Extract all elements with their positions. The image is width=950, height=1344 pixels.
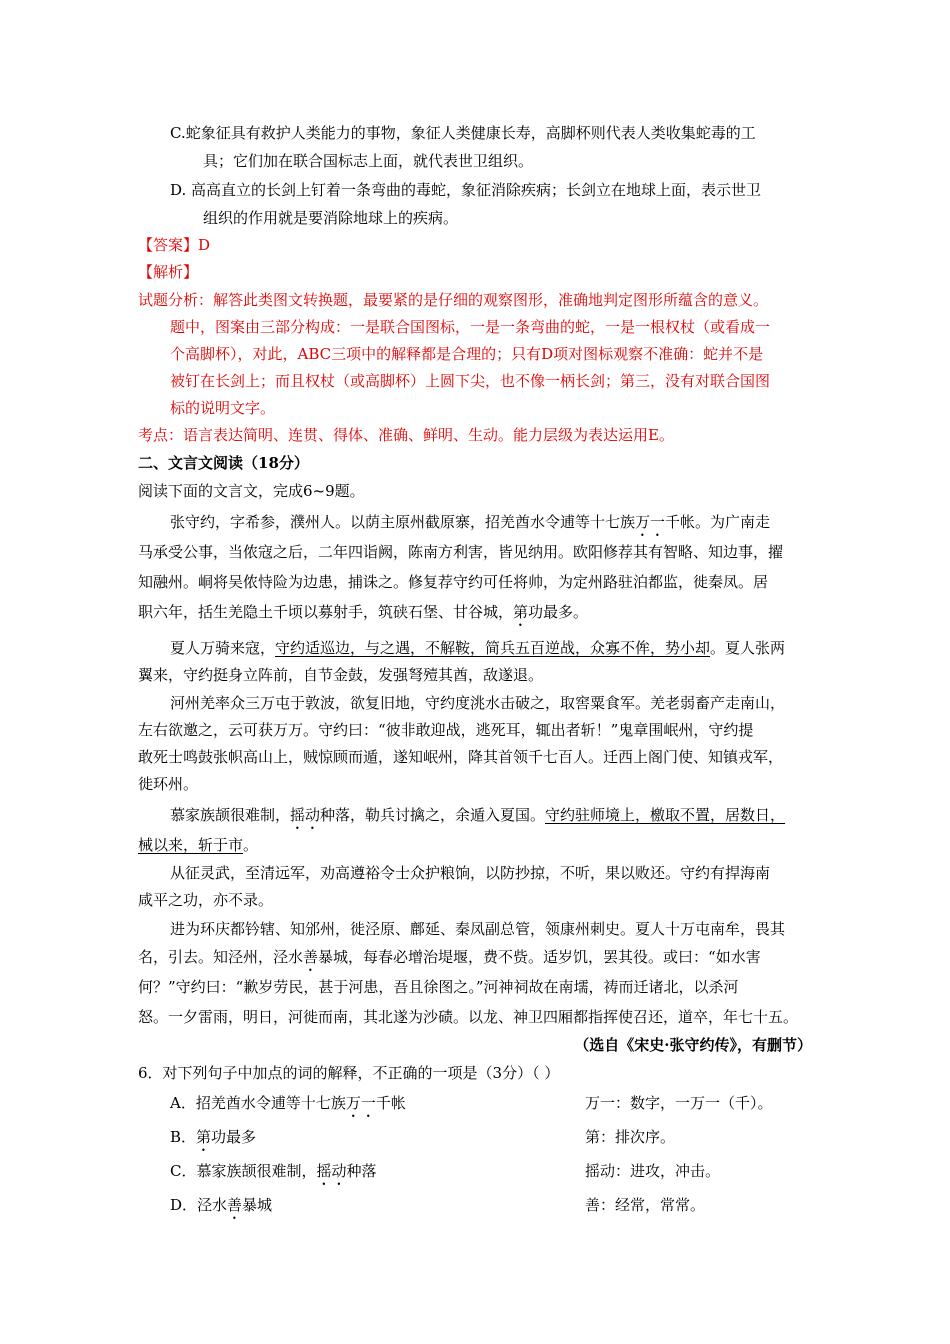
- answer: [138, 234, 210, 256]
- question-option: [170, 1126, 256, 1155]
- text: 暴城: [242, 1196, 273, 1214]
- option-c-line1: C.蛇象征具有救护人类能力的事物，象征人类健康长寿，高脚杯则代表人类收集蛇毒的工: [170, 124, 756, 142]
- passage-line: [170, 804, 785, 833]
- analysis-line: 标的说明文字。: [170, 399, 276, 417]
- kaodian: 考点：语言表达简明、连贯、得体、准确、鲜明、生动。能力层级为表达运用E。: [138, 426, 674, 444]
- answer-label: 【答案】: [138, 236, 199, 254]
- section-intro: 阅读下面的文言文，完成6~9题。: [138, 482, 365, 500]
- passage-line: 怒。一夕雷雨，明日，河徙而南，其北遂为沙碛。以龙、神卫四厢都指挥使召还，道卒，年七十五。: [138, 1008, 799, 1026]
- dotted-word: 第: [196, 1128, 212, 1146]
- passage-line: 左右欲邀之，云可获万万。守约曰：“彼非敢迎战，逃死耳，辄出者斩！”鬼章围岷州，守约提: [138, 721, 754, 739]
- analysis-label: 【解析】: [138, 263, 199, 281]
- passage-line: 徙环州。: [138, 775, 199, 793]
- text: 慕家族颉很难制，: [170, 806, 291, 824]
- option-explanation: 万一：数字，一万一（千）。: [585, 1094, 773, 1112]
- passage-line: 知融州。峒将吴侬恃险为边患，捕诛之。修复荐守约可任将帅，为定州路驻泊都监，徙秦凤。居: [138, 573, 769, 591]
- analysis-line: 试题分析：解答此类图文转换题，最要紧的是仔细的观察图形，准确地判定图形所蕴含的意义。: [138, 291, 769, 309]
- text: C．慕家族颉很难制，: [170, 1162, 317, 1180]
- text: 。: [243, 836, 259, 854]
- text: 张守约，字希参，濮州人。以荫主原州截原寨，招羌酋水令逋等十七族: [170, 513, 636, 531]
- section-title: 二、文言文阅读（18分）: [138, 454, 309, 472]
- text: 功最多。: [528, 603, 589, 621]
- text: 职六年，括生羌隐土千顷以募射手，筑硖石堡、甘谷城，: [138, 603, 514, 621]
- dotted-word: 摇动: [316, 1162, 347, 1180]
- option-c-line2: 具；它们加在联合国标志上面，就代表世卫组织。: [203, 152, 534, 170]
- text: 千帐。为广南走: [665, 513, 771, 531]
- text: 名，引去。知泾州，泾水: [138, 948, 304, 966]
- dotted-word: 善: [227, 1196, 243, 1214]
- passage-line: 河州羌率众三万屯于敦波，欲复旧地，守约度洮水击破之，取窖粟食军。羌老弱畜产走南山，: [170, 694, 786, 712]
- passage-line: 从征灵武，至清远军，劝高遵裕令士众护粮饷，以防抄掠，不听，果以败还。守约有捍海南: [170, 864, 771, 882]
- analysis-line: 被钉在长剑上；而且权杖（或高脚杯）上圆下尖，也不像一柄长剑；第三，没有对联合国图: [170, 372, 771, 390]
- dotted-word: 善: [303, 948, 319, 966]
- analysis-line: 题中，图案由三部分构成：一是联合国图标，一是一条弯曲的蛇，一是一根权杖（或看成一: [170, 318, 771, 336]
- text: A．招羌酋水令逋等十七族: [170, 1094, 346, 1112]
- text: 千帐: [375, 1094, 406, 1112]
- passage-line: [170, 637, 785, 659]
- underlined-sentence: 守约适巡边，与之遇，不解鞍，简兵五百逆战，众寡不侔，势小却: [275, 639, 711, 657]
- dotted-word: 万一: [345, 1094, 376, 1112]
- passage-line: 翼来，守约挺身立阵前，自节金鼓，发强弩殪其酋，敌遂退。: [138, 666, 544, 684]
- question-option: [170, 1092, 406, 1121]
- text: 暴城，每春必增治堤堰，费不赀。适岁饥，罢其役。或曰：“如水害: [318, 948, 761, 966]
- passage-line: [138, 834, 258, 856]
- text: D．泾水: [170, 1196, 228, 1214]
- text: 。夏人张两: [710, 639, 786, 657]
- dotted-word: 摇动: [290, 806, 321, 824]
- underlined-sentence: 守约驻师境上，檄取不置，居数日，: [545, 806, 786, 824]
- analysis-line: 个高脚杯），对此，ABC三项中的解释都是合理的；只有D项对图标观察不准确：蛇并不是: [170, 345, 764, 363]
- option-explanation: 摇动：进攻，冲击。: [585, 1162, 721, 1180]
- passage-line: 马承受公事，当侬寇之后，二年四诣阙，陈南方利害，皆见纳用。欧阳修荐其有智略、知边事，擢: [138, 543, 784, 561]
- option-d-line1: D. 高高直立的长剑上钉着一条弯曲的毒蛇，象征消除疾病；长剑立在地球上面，表示世卫: [170, 181, 762, 199]
- option-explanation: 第：排次序。: [585, 1128, 676, 1146]
- dotted-word: 第: [513, 603, 529, 621]
- passage-line: 咸平之功，亦不录。: [138, 891, 274, 909]
- text: 种落，勒兵讨擒之，余遁入夏国。: [320, 806, 546, 824]
- text: 夏人万骑来寇，: [170, 639, 276, 657]
- dotted-word: 万一: [635, 513, 666, 531]
- passage-line: [138, 946, 761, 975]
- text: 功最多: [211, 1128, 257, 1146]
- option-explanation: 善：经常，常常。: [585, 1196, 706, 1214]
- passage-line: [170, 511, 770, 540]
- answer-value: D: [198, 236, 211, 254]
- text: 种落: [346, 1162, 377, 1180]
- passage-line: 进为环庆都钤辖、知邠州，徙泾原、鄜延、秦凤副总管，领康州刺史。夏人十万屯南牟，畏其: [170, 920, 786, 938]
- question-stem: 6．对下列句子中加点的词的解释，不正确的一项是（3分）（ ）: [138, 1064, 560, 1082]
- passage-line: [138, 601, 588, 630]
- question-option: [170, 1194, 272, 1223]
- underlined-sentence: 械以来，斩于市: [138, 836, 244, 854]
- passage-line: 敢死士鸣鼓张帜高山上，贼惊顾而遁，遂知岷州，降其首领千七百人。迁西上阁门使、知镇戎军，: [138, 748, 784, 766]
- passage-line: 何？”守约曰：“歉岁劳民，甚于河患，吾且徐图之。”河神祠故在南壖，祷而迁诸北，以杀河: [138, 978, 739, 996]
- text: B．: [170, 1128, 197, 1146]
- question-option: [170, 1160, 377, 1189]
- option-d-line2: 组织的作用就是要消除地球上的疾病。: [203, 209, 459, 227]
- passage-source: （选自《宋史·张守约传》，有删节）: [574, 1036, 812, 1054]
